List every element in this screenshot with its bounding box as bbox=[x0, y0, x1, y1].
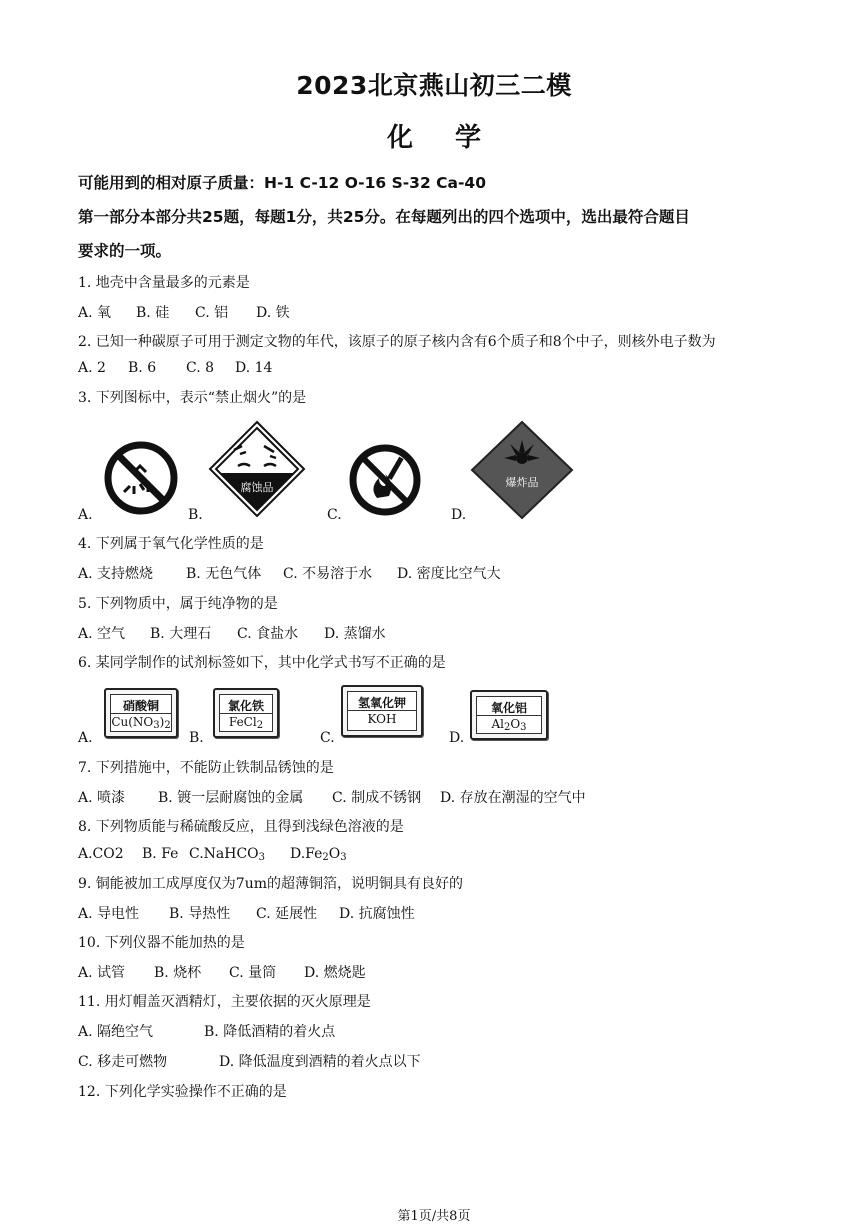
label-b-name: 氯化铁 bbox=[227, 699, 264, 713]
q6-stem: 6. 某同学制作的试剂标签如下，其中化学式书写不正确的是 bbox=[78, 655, 446, 671]
q3-stem: 3. 下列图标中，表示“禁止烟火”的是 bbox=[78, 390, 307, 406]
q5-option-a: A. 空气 bbox=[78, 626, 126, 642]
q8-stem: 8. 下列物质能与稀硫酸反应，且得到浅绿色溶液的是 bbox=[78, 819, 404, 835]
reagent-label-d bbox=[470, 690, 548, 740]
reagent-label-c bbox=[341, 685, 423, 737]
q2-option-c: C. 8 bbox=[186, 360, 215, 376]
q5-option-d: D. 蒸馏水 bbox=[324, 626, 386, 642]
q10-option-d: D. 燃烧匙 bbox=[304, 965, 366, 981]
q8-option-d-text: D.Fe bbox=[290, 846, 323, 862]
q4-option-b: B. 无色气体 bbox=[186, 566, 262, 582]
q4-stem: 4. 下列属于氧气化学性质的是 bbox=[78, 536, 264, 552]
page-footer: 第1页/共8页 bbox=[397, 1209, 471, 1224]
explosive-sign-icon bbox=[470, 420, 574, 520]
q3-option-b: B. bbox=[188, 507, 203, 523]
q11-option-b: B. 降低酒精的着火点 bbox=[204, 1024, 336, 1040]
q5-option-c: C. 食盐水 bbox=[237, 626, 299, 642]
q8-option-c-text: C.NaHCO bbox=[189, 846, 259, 862]
q10-option-c: C. 量筒 bbox=[229, 965, 277, 981]
atomic-masses: 可能用到的相对原子质量：H-1 C-12 O-16 S-32 Ca-40 bbox=[78, 174, 486, 192]
label-b-formula: FeCl$_2$ bbox=[228, 715, 264, 731]
q8-option-c: C.NaHCO$_3$ bbox=[189, 846, 266, 863]
q1-option-d: D. 铁 bbox=[256, 305, 290, 321]
q4-option-d: D. 密度比空气大 bbox=[397, 566, 501, 582]
q6-option-a: A. bbox=[78, 730, 93, 746]
q2-option-a: A. 2 bbox=[78, 360, 106, 376]
q11-stem: 11. 用灯帽盖灭酒精灯，主要依据的灭火原理是 bbox=[78, 994, 371, 1010]
q5-option-b: B. 大理石 bbox=[150, 626, 212, 642]
section-instructions-line1: 第一部分本部分共25题，每题1分，共25分。在每题列出的四个选项中，选出最符合题目 bbox=[78, 208, 690, 226]
corrosive-sign-icon bbox=[208, 420, 306, 518]
subject-title: 化学 bbox=[386, 123, 523, 153]
label-a-name: 硝酸铜 bbox=[122, 699, 159, 713]
q7-option-a: A. 喷漆 bbox=[78, 790, 126, 806]
q3-option-a: A. bbox=[78, 507, 93, 523]
q11-option-c: C. 移走可燃物 bbox=[78, 1054, 168, 1070]
q9-stem: 9. 铜能被加工成厚度仅为7um的超薄铜箔，说明铜具有良好的 bbox=[78, 876, 464, 892]
q1-option-a: A. 氧 bbox=[78, 305, 112, 321]
reagent-label-a bbox=[104, 688, 178, 738]
label-a-formula: $Cu(NO_3)_2$ bbox=[111, 715, 171, 731]
q9-option-a: A. 导电性 bbox=[78, 906, 140, 922]
q9-option-c: C. 延展性 bbox=[256, 906, 318, 922]
reagent-label-b bbox=[213, 688, 279, 738]
no-pesticide-sign-icon bbox=[102, 440, 180, 516]
q7-stem: 7. 下列措施中，不能防止铁制品锈蚀的是 bbox=[78, 760, 334, 776]
q7-option-b: B. 镀一层耐腐蚀的金属 bbox=[158, 790, 304, 806]
q1-stem: 1. 地壳中含量最多的元素是 bbox=[78, 275, 250, 291]
q1-option-b: B. 硅 bbox=[136, 305, 170, 321]
q2-option-d: D. 14 bbox=[235, 360, 273, 376]
q6-option-b: B. bbox=[189, 730, 204, 746]
q10-option-a: A. 试管 bbox=[78, 965, 126, 981]
q8-option-d: $D.Fe_2O_3$ bbox=[290, 846, 347, 863]
q3-option-d: D. bbox=[451, 507, 467, 523]
q4-option-c: C. 不易溶于水 bbox=[283, 566, 373, 582]
q2-option-b: B. 6 bbox=[128, 360, 157, 376]
corrosive-sign-text: 腐蚀品 bbox=[240, 481, 274, 494]
q11-option-a: A. 隔绝空气 bbox=[78, 1024, 154, 1040]
q11-option-d: D. 降低温度到酒精的着火点以下 bbox=[219, 1054, 421, 1070]
q10-option-b: B. 烧杯 bbox=[154, 965, 202, 981]
q9-option-b: B. 导热性 bbox=[169, 906, 231, 922]
q3-option-c: C. bbox=[327, 507, 342, 523]
q7-option-c: C. 制成不锈钢 bbox=[332, 790, 422, 806]
q12-stem: 12. 下列化学实验操作不正确的是 bbox=[78, 1084, 287, 1100]
page-title: 2023北京燕山初三二模 bbox=[296, 71, 572, 100]
q2-stem: 2. 已知一种碳原子可用于测定文物的年代，该原子的原子核内含有6个质子和8个中子，则核外电子数为 bbox=[78, 334, 716, 350]
q10-stem: 10. 下列仪器不能加热的是 bbox=[78, 935, 245, 951]
label-c-name: 氢氧化钾 bbox=[357, 696, 406, 710]
q1-option-c: C. 铝 bbox=[195, 305, 229, 321]
q4-option-a: A. 支持燃烧 bbox=[78, 566, 154, 582]
section-instructions-line2: 要求的一项。 bbox=[78, 242, 172, 260]
label-d-formula: $Al_2O_3$ bbox=[491, 717, 527, 733]
label-d-name: 氧化铝 bbox=[490, 701, 527, 715]
explosive-sign-text: 爆炸品 bbox=[505, 476, 539, 489]
q7-option-d: D. 存放在潮湿的空气中 bbox=[440, 790, 586, 806]
q5-stem: 5. 下列物质中，属于纯净物的是 bbox=[78, 596, 278, 612]
q8-option-b: B. Fe bbox=[142, 846, 179, 862]
q9-option-d: D. 抗腐蚀性 bbox=[339, 906, 415, 922]
label-c-formula: KOH bbox=[367, 712, 397, 726]
q6-option-c: C. bbox=[320, 730, 335, 746]
q6-option-d: D. bbox=[449, 730, 465, 746]
no-fire-sign-icon bbox=[347, 442, 423, 518]
q8-option-a: A.CO2 bbox=[78, 846, 124, 862]
